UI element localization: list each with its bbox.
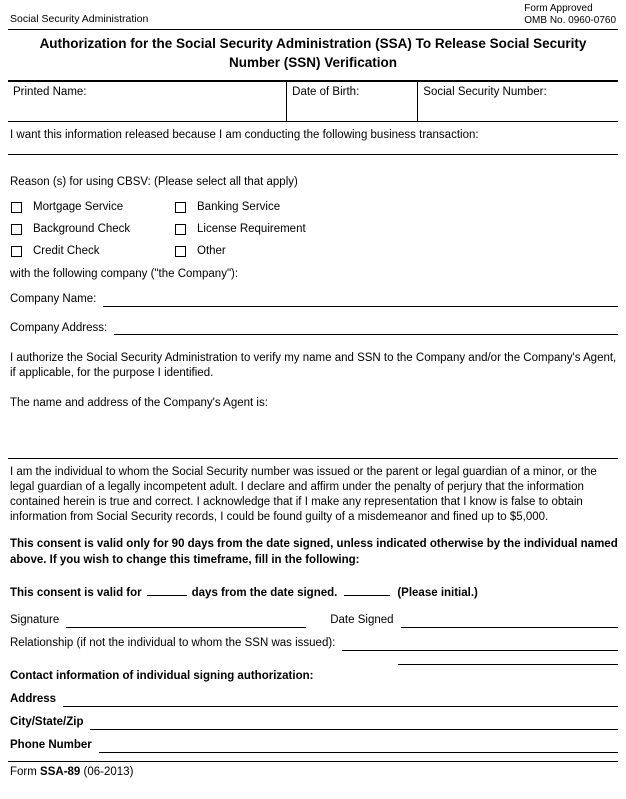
business-transaction-label: I want this information released because I am conducting the following business transaction: [10,128,479,141]
reasons-row-2 [8,219,618,241]
ssn-label: Social Security Number: [423,85,547,98]
city-state-zip-input[interactable] [90,726,618,730]
reasons-heading: Reason (s) for using CBSV: (Please select all that apply) [10,175,298,188]
mortgage-service-checkbox[interactable] [11,202,22,213]
company-address-input[interactable] [114,331,618,335]
relationship-row [8,636,618,651]
consent-fill-middle: days from the date signed. [191,587,338,600]
date-signed-input[interactable] [401,624,618,628]
signature-input[interactable] [66,624,306,628]
business-transaction-input[interactable] [8,143,618,155]
consent-fill-suffix: (Please initial.) [397,587,478,600]
city-state-zip-label: City/State/Zip [10,715,84,728]
address-input[interactable] [63,703,618,707]
license-requirement-label: License Requirement [197,223,306,236]
form-footer [8,765,618,786]
footer-divider [8,761,618,762]
signature-row [8,613,618,628]
reason-option-credit-check[interactable] [8,244,175,259]
form-approved-label: Form Approved [524,3,593,14]
ssn-field[interactable] [417,82,618,121]
company-agent-input[interactable] [8,411,618,459]
date-of-birth-label: Date of Birth: [292,85,360,98]
identification-row [8,82,618,122]
company-name-input[interactable] [103,303,618,307]
footer-form-word: Form [10,765,37,778]
company-address-row [8,321,618,336]
reason-option-banking-service[interactable] [175,200,280,215]
date-signed-label: Date Signed [330,614,394,626]
reasons-checkbox-grid [8,197,618,263]
authorization-text: I authorize the Social Security Administration to verify my name and SSN to the Company and/or the Company's Agent, if applicable, for the purpose I identified. [10,352,617,380]
relationship-label: Relationship (if not the individual to whom the SSN was issued): [10,636,336,649]
reason-option-background-check[interactable] [8,222,175,237]
license-requirement-checkbox[interactable] [175,224,186,235]
company-name-label: Company Name: [10,292,97,305]
background-check-checkbox[interactable] [11,224,22,235]
footer-form-number: SSA-89 [40,765,81,778]
reason-option-mortgage-service[interactable] [8,200,175,215]
reasons-row-1 [8,197,618,219]
phone-number-input[interactable] [99,749,618,753]
reasons-row-3 [8,241,618,263]
phone-number-label: Phone Number [10,738,92,751]
contact-info-heading: Contact information of individual signing authorization: [10,669,314,682]
company-agent-label: The name and address of the Company's Agent is: [10,397,268,410]
company-name-row [8,292,618,307]
credit-check-label: Credit Check [33,245,100,258]
relationship-continuation-input[interactable] [398,653,618,665]
printed-name-field[interactable] [8,82,286,121]
reason-option-license-requirement[interactable] [175,222,306,237]
date-of-birth-field[interactable] [286,82,417,121]
footer-form-revision: (06-2013) [83,765,134,778]
agency-name: Social Security Administration [10,13,149,26]
omb-approval [524,3,616,27]
other-checkbox[interactable] [175,246,186,257]
consent-fill-prefix: This consent is valid for [10,587,142,600]
declaration-text: I am the individual to whom the Social Security number was issued or the parent or legal guardian of a minor, or the legal guardian of a legally incompetent adult. I declare and affirm under the penalty of perjury that the information contained herein is true and correct. I acknowledge that if I make any representation that I know is false to obtain information from Social Security records, I could be found guilty of a misdemeanor and fined up to $5,000. [10,466,597,524]
mortgage-service-label: Mortgage Service [33,201,124,214]
city-state-zip-row [8,715,618,730]
banking-service-checkbox[interactable] [175,202,186,213]
banking-service-label: Banking Service [197,201,281,214]
consent-days-input[interactable] [147,584,187,596]
address-label: Address [10,692,57,705]
printed-name-label: Printed Name: [13,85,87,98]
consent-duration-text: This consent is valid only for 90 days from the date signed, unless indicated otherwise by the individual named above. If you wish to change this timeframe, fill in the following: [10,538,618,566]
phone-number-row [8,738,618,753]
please-initial-input[interactable] [344,584,390,596]
company-address-label: Company Address: [10,321,108,334]
consent-fill-line [8,584,618,601]
signature-label: Signature [10,614,60,626]
other-label: Other [197,245,226,258]
form-title: Authorization for the Social Security Administration (SSA) To Release Social Security Number (SSN) Verification [8,30,618,82]
omb-number: OMB No. 0960-0760 [524,15,616,26]
credit-check-checkbox[interactable] [11,246,22,257]
address-row [8,692,618,707]
background-check-label: Background Check [33,223,131,236]
company-intro-text: with the following company ("the Company"): [10,267,239,280]
page-header [8,3,618,30]
relationship-input[interactable] [342,647,618,651]
reason-option-other[interactable] [175,244,226,259]
